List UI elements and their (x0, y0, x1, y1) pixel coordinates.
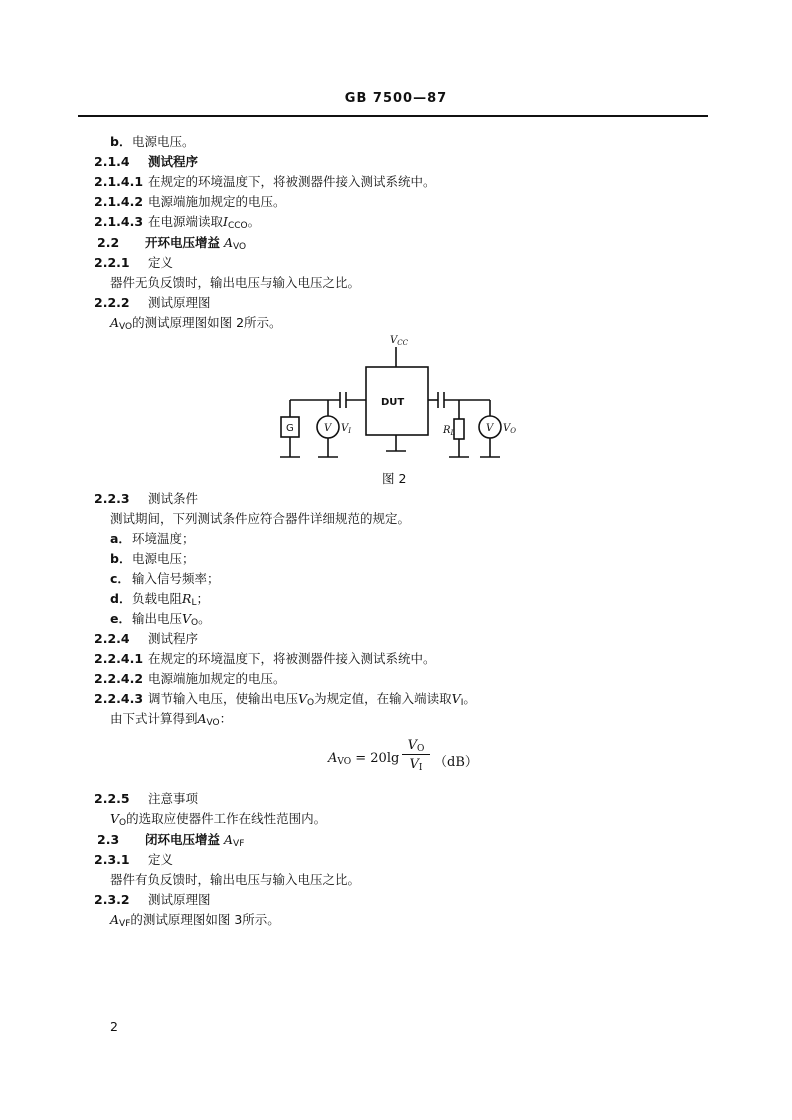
section-title: 开环电压增益 (145, 235, 221, 250)
section-number: 2.1.4.2 (94, 194, 144, 209)
list-item-e (110, 611, 211, 627)
symbol-sub: CCO (227, 221, 248, 231)
section-number: 2.2.4.1 (94, 651, 144, 666)
page-number: 2 (110, 1019, 118, 1034)
section-number: 2.2.4.3 (94, 691, 144, 706)
symbol-sub: VO (206, 718, 220, 728)
formula-num-sub: O (417, 744, 425, 754)
symbol-sub: VF (119, 919, 131, 929)
punct: ： (219, 711, 233, 726)
section-text: 调节输入电压，使输出电压 (148, 691, 299, 706)
section-text: 在电源端读取 (148, 214, 224, 229)
paragraph-figure-ref (110, 315, 282, 331)
section-text: 电源端施加规定的电压。 (148, 671, 286, 686)
vi-sub: I (348, 427, 351, 435)
section-number: 2.3.1 (94, 852, 130, 867)
formula-den-sub: I (418, 763, 423, 773)
paragraph-text: 的测试原理图如图 2所示。 (132, 315, 282, 330)
section-number: 2.1.4 (94, 154, 130, 169)
vcc-label: V (390, 335, 398, 346)
paragraph-calc (110, 711, 232, 727)
symbol: A (110, 912, 120, 927)
section-title: 注意事项 (148, 791, 199, 806)
svg-text:VCC (390, 335, 409, 347)
symbol: A (110, 315, 120, 330)
paragraph-conditions: 测试期间，下列测试条件应符合器件详细规范的规定。 (110, 511, 411, 526)
header-rule (78, 115, 708, 117)
section-number: 2.1.4.1 (94, 174, 144, 189)
item-text: 输入信号频率； (132, 571, 220, 586)
symbol-sub: L (191, 598, 197, 608)
section-2-1-4-3 (94, 214, 260, 230)
section-2-1-4-1 (94, 174, 436, 190)
punct: 。 (247, 214, 261, 229)
generator-label: G (286, 423, 294, 434)
paragraph-definition: 器件无负反馈时，输出电压与输入电压之比。 (110, 275, 361, 290)
item-text: 负载电阻 (132, 591, 183, 606)
item-text: 环境温度； (132, 531, 195, 546)
vo-sub: O (510, 427, 516, 435)
section-number: 2.2.4 (94, 631, 130, 646)
item-text: 电源电压； (132, 551, 195, 566)
item-label: b． (110, 134, 132, 149)
formula-lhs-sub: VO (337, 757, 352, 767)
list-item-b (110, 551, 195, 567)
section-number: 2.2.1 (94, 255, 130, 270)
symbol: V (298, 691, 308, 706)
symbol: A (197, 711, 207, 726)
rl-label: R (443, 425, 451, 436)
section-2-1-4-2 (94, 194, 286, 210)
section-2-3-2 (94, 892, 211, 908)
paragraph-note (110, 811, 326, 827)
svg-text:VO (503, 423, 516, 435)
section-number: 2.3.2 (94, 892, 130, 907)
item-label: e． (110, 611, 131, 626)
item-label: a． (110, 531, 131, 546)
section-2-1-4 (94, 154, 198, 170)
symbol-sub: VF (233, 839, 245, 849)
formula-unit: （dB） (434, 755, 478, 770)
list-item-a (110, 531, 195, 547)
section-2-2-4-2 (94, 671, 286, 687)
item-text: 电源电压。 (132, 134, 195, 149)
section-number: 2.2.5 (94, 791, 130, 806)
paragraph-figure-ref-2 (110, 912, 280, 928)
punct: 。 (463, 691, 476, 706)
symbol: V (182, 611, 192, 626)
svg-text:VI (341, 423, 351, 435)
section-number: 2.2.2 (94, 295, 130, 310)
section-2-2-4-3 (94, 691, 476, 707)
section-title: 定义 (148, 255, 174, 270)
section-title: 测试程序 (148, 631, 199, 646)
section-number: 2.2 (97, 235, 120, 250)
section-number: 2.3 (97, 832, 120, 847)
section-2-2-3 (94, 491, 198, 507)
item-label: b． (110, 551, 132, 566)
section-title: 闭环电压增益 (145, 832, 221, 847)
list-item-c (110, 571, 220, 587)
vcc-sub: CC (397, 339, 408, 347)
section-number: 2.2.3 (94, 491, 130, 506)
section-text-2: 为规定值，在输入端读取 (314, 691, 452, 706)
list-item-d (110, 591, 209, 607)
section-2-2-2 (94, 295, 211, 311)
paragraph-definition-2: 器件有负反馈时，输出电压与输入电压之比。 (110, 872, 361, 887)
symbol: A (224, 832, 234, 847)
paragraph-text: 的测试原理图如图 3所示。 (130, 912, 280, 927)
page-header: GB 7500—87 (344, 91, 448, 106)
section-text: 在规定的环境温度下，将被测器件接入测试系统中。 (148, 651, 436, 666)
symbol-sub: O (307, 698, 315, 708)
symbol: A (224, 235, 234, 250)
vo-meter-label: V (486, 423, 494, 434)
section-2-2-4-1 (94, 651, 436, 667)
vo-label: V (503, 423, 511, 434)
figure-caption: 图 2 (382, 471, 407, 486)
section-text: 电源端施加规定的电压。 (148, 194, 286, 209)
section-text: 在规定的环境温度下，将被测器件接入测试系统中。 (148, 174, 436, 189)
section-title: 定义 (148, 852, 174, 867)
vi-meter-label: V (324, 423, 332, 434)
formula-den: V (409, 757, 419, 772)
symbol: R (182, 591, 192, 606)
section-number: 2.1.4.3 (94, 214, 144, 229)
section-2-2-1 (94, 255, 173, 271)
formula-num: V (407, 738, 417, 753)
item-label: d． (110, 591, 132, 606)
list-item-b-power (110, 134, 195, 150)
rl-sub: L (450, 429, 456, 437)
section-title: 测试原理图 (148, 892, 211, 907)
test-circuit-diagram (270, 325, 530, 467)
symbol-sub: O (191, 618, 199, 628)
section-title: 测试条件 (148, 491, 199, 506)
formula-fraction (402, 738, 430, 772)
symbol-sub: VO (233, 242, 247, 252)
symbol: V (451, 691, 461, 706)
section-title: 测试原理图 (148, 295, 211, 310)
section-2-2-5 (94, 791, 198, 807)
symbol-sub: I (460, 698, 464, 708)
item-text: 输出电压 (132, 611, 183, 626)
section-title: 测试程序 (148, 154, 199, 169)
punct: ； (196, 591, 209, 606)
section-2-3 (97, 832, 244, 848)
formula-lhs: A (328, 751, 338, 766)
symbol-sub: VO (119, 322, 133, 332)
item-label: c． (110, 571, 130, 586)
paragraph-text: 的选取应使器件工作在线性范围内。 (126, 811, 327, 826)
section-2-3-1 (94, 852, 173, 868)
symbol: I (223, 214, 228, 229)
symbol-sub: O (119, 818, 127, 828)
dut-label: DUT (381, 397, 405, 408)
symbol: V (110, 811, 120, 826)
vi-label: V (341, 423, 349, 434)
punct: 。 (198, 611, 211, 626)
paragraph-text: 由下式计算得到 (110, 711, 198, 726)
section-2-2 (97, 235, 246, 251)
section-number: 2.2.4.2 (94, 671, 144, 686)
formula-eq: = 20lg (355, 751, 400, 766)
section-2-2-4 (94, 631, 198, 647)
